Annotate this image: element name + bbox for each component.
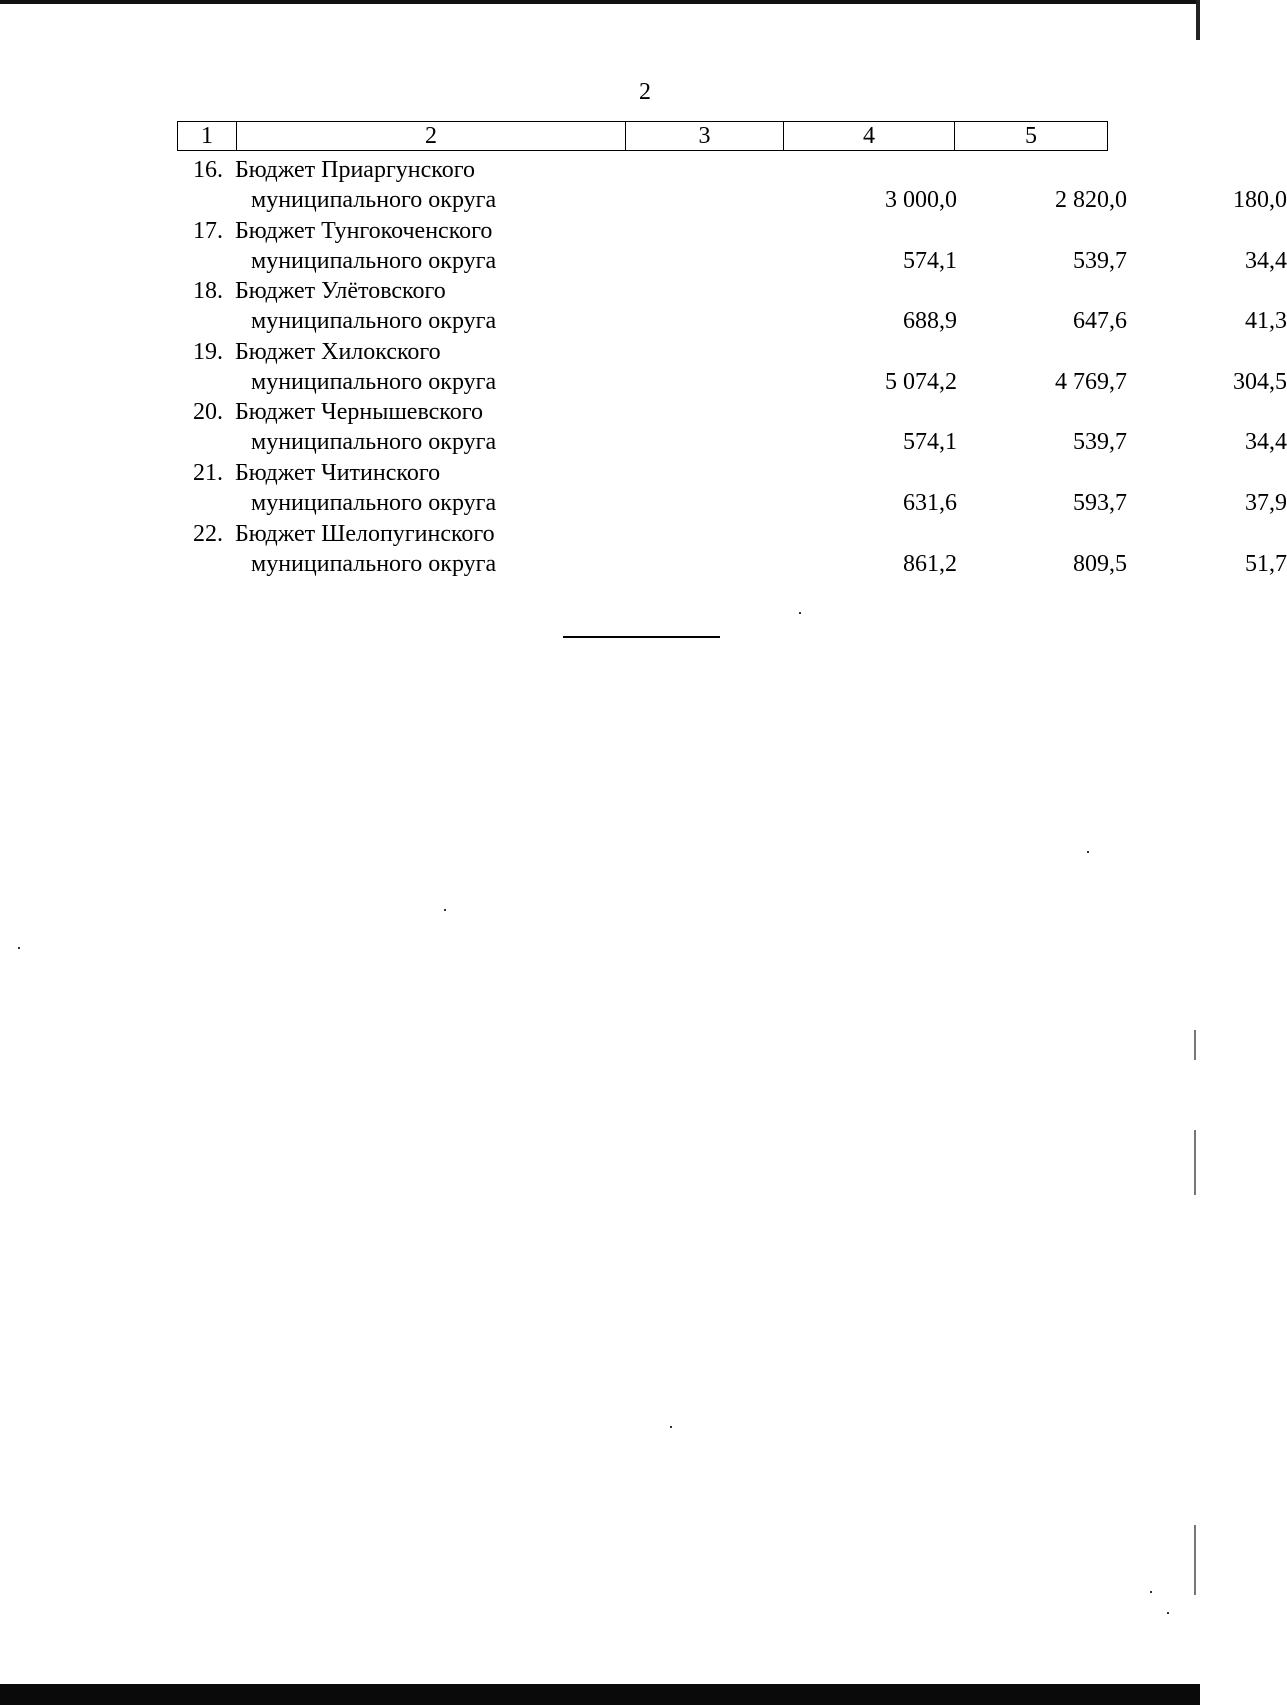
row-number: 16. [193,157,223,183]
header-col-5: 5 [955,122,1108,151]
row-col4-value: 539,7 [1073,429,1127,456]
row-name-line2: муниципального округа [251,308,497,335]
row-name-line1: Бюджет Читинского [235,459,441,486]
row-col4-value: 593,7 [1073,489,1127,516]
header-col-4: 4 [784,122,955,151]
scan-speck [1150,1591,1152,1593]
row-col4-value: 539,7 [1073,247,1127,274]
scan-speck [1194,1525,1196,1595]
row-number: 19. [193,338,223,365]
row-name-line1: Бюджет Улётовского [235,278,446,305]
row-col5-value: 34,4 [1245,429,1287,456]
row-number: 21. [193,459,223,486]
row-number: 18. [193,278,223,305]
scan-border-bottom [0,1684,1200,1705]
table-row [177,519,1287,580]
row-col5-value: 37,9 [1245,489,1287,516]
row-name-line1: Бюджет Чернышевского [235,399,483,426]
scan-speck [1194,1130,1196,1195]
table-row [177,155,1287,216]
table-row [177,276,1287,337]
row-col3-value: 574,1 [903,429,957,456]
row-name-line2: муниципального округа [251,368,497,395]
scan-border-top [0,0,1200,4]
row-col3-value: 574,1 [903,247,957,274]
row-name-line2: муниципального округа [251,247,497,274]
scan-speck [1194,1030,1196,1060]
table-header [177,121,1108,151]
row-number: 17. [193,217,223,244]
row-col4-value: 647,6 [1073,308,1127,335]
table-body [177,155,1287,579]
row-col5-value: 304,5 [1233,368,1287,395]
row-col4-value: 809,5 [1073,550,1127,577]
scan-speck [18,947,20,949]
header-col-3: 3 [626,122,784,151]
header-col-2: 2 [237,122,626,151]
row-col3-value: 631,6 [903,489,957,516]
row-name-line1: Бюджет Приаргунского [235,157,475,183]
scan-speck [444,909,446,911]
table-row [177,397,1287,458]
row-number: 20. [193,399,223,426]
row-name-line1: Бюджет Шелопугинского [235,520,495,547]
row-col3-value: 688,9 [903,308,957,335]
row-col3-value: 861,2 [903,550,957,577]
row-col4-value: 4 769,7 [1055,368,1127,395]
row-col5-value: 34,4 [1245,247,1287,274]
end-rule [563,636,720,638]
row-name-line2: муниципального округа [251,187,497,213]
scan-border-right [1196,0,1200,40]
table-row [177,458,1287,519]
scan-speck [799,612,801,614]
row-name-line2: муниципального округа [251,429,497,456]
row-name-line2: муниципального округа [251,550,497,577]
table-row [177,337,1287,398]
page-number: 2 [639,79,651,105]
row-col4-value: 2 820,0 [1055,187,1127,213]
scan-speck [1087,851,1089,853]
row-name-line1: Бюджет Тунгокоченского [235,217,493,244]
row-col5-value: 41,3 [1245,308,1287,335]
row-number: 22. [193,520,223,547]
table-header-row [178,122,1108,151]
row-col3-value: 3 000,0 [885,187,957,213]
row-col3-value: 5 074,2 [885,368,957,395]
table-row [177,216,1287,277]
scan-speck [670,1426,672,1428]
row-name-line1: Бюджет Хилокского [235,338,441,365]
row-col5-value: 180,0 [1233,187,1287,213]
header-col-1: 1 [178,122,237,151]
scan-speck [1167,1612,1169,1614]
row-col5-value: 51,7 [1245,550,1287,577]
row-name-line2: муниципального округа [251,489,497,516]
